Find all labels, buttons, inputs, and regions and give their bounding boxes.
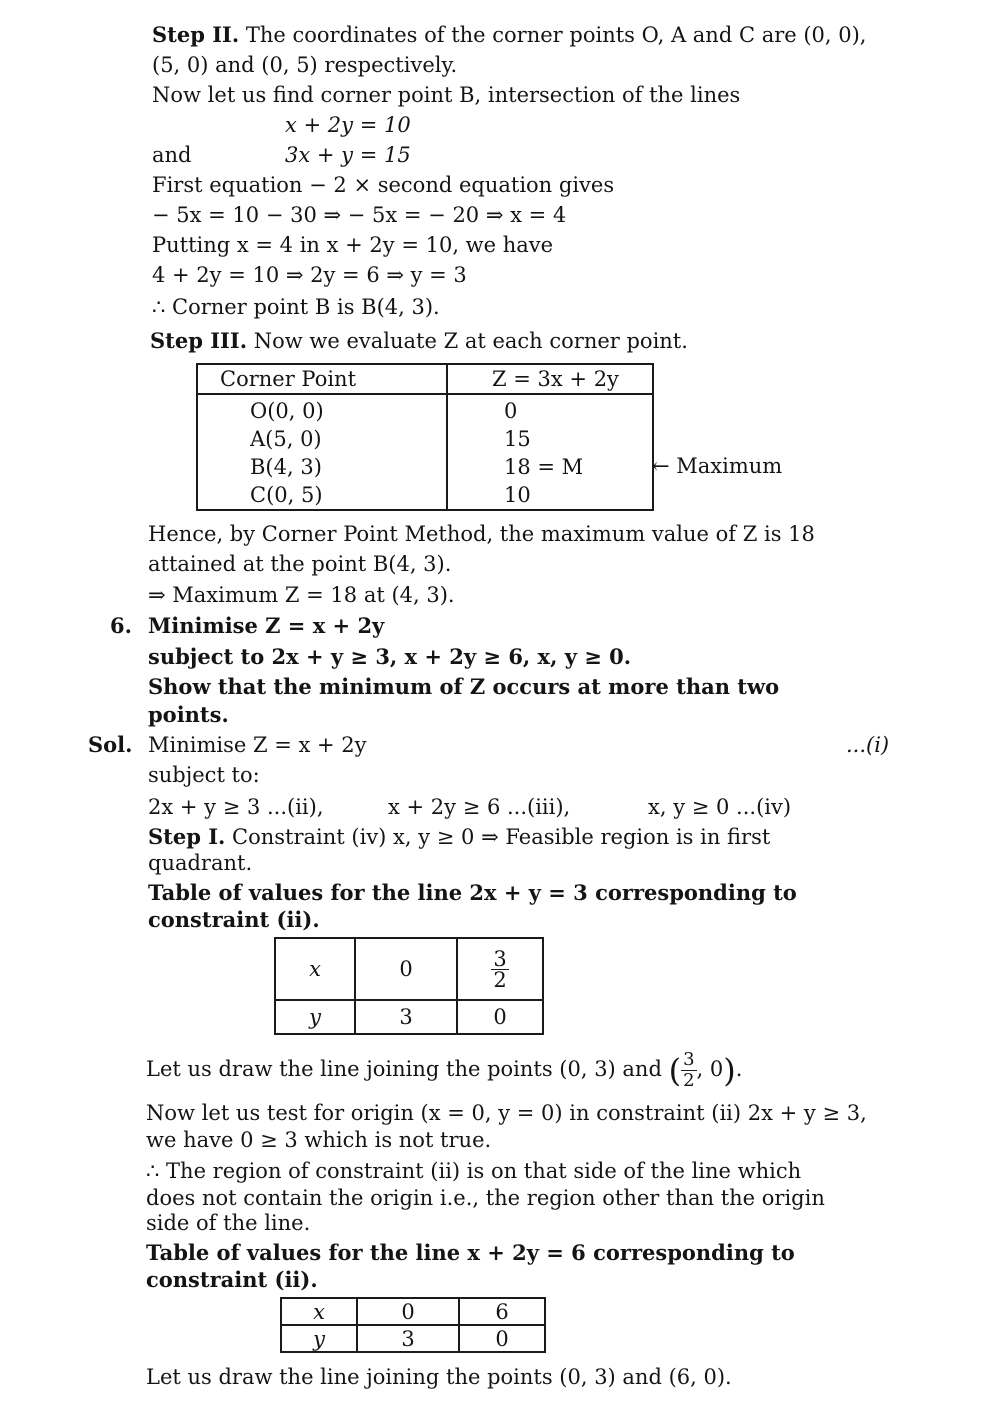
table-cell: 3 — [357, 1325, 459, 1352]
z-values-cell — [447, 394, 653, 510]
step2-line5: − 5x = 10 − 30 ⇒ − 5x = − 20 ⇒ x = 4 — [152, 203, 567, 227]
table-cell: 18 = M — [504, 455, 584, 479]
equation-1: x + 2y = 10 — [285, 113, 411, 137]
table-cell: 0 — [357, 1298, 459, 1325]
question-line1: Minimise Z = x + 2y — [148, 613, 385, 638]
step3-line: Step III. Now we evaluate Z at each corner point. — [150, 328, 688, 353]
and-label: and — [152, 143, 192, 167]
step3-heading: Step III. — [150, 328, 248, 353]
constraint-iv: x, y ≥ 0 ...(iv) — [648, 795, 792, 819]
table-cell: 3 — [355, 1000, 457, 1034]
table-header: Corner Point — [197, 364, 447, 394]
equation-tag-i: ...(i) — [846, 733, 890, 757]
table-body-row — [197, 394, 653, 510]
table2-title-line2: constraint (ii). — [146, 1267, 318, 1292]
conclusion-line1: Hence, by Corner Point Method, the maximum value of Z is 18 — [148, 522, 815, 546]
table-row-x — [275, 938, 543, 1000]
corner-points-cell — [197, 394, 447, 510]
fraction: $\frac{3}{2}$ — [493, 946, 507, 992]
step2-line4: First equation − 2 × second equation gives — [152, 173, 615, 197]
step2-line7: 4 + 2y = 10 ⇒ 2y = 6 ⇒ y = 3 — [152, 263, 467, 287]
solution-line2: subject to: — [148, 763, 260, 787]
table1-title-line1: Table of values for the line 2x + y = 3 corresponding to — [148, 880, 797, 905]
draw-line2-text: Let us draw the line joining the points (0, 3) and (6, 0). — [146, 1365, 732, 1389]
table-cell: y — [281, 1325, 357, 1352]
table-cell: C(0, 5) — [250, 483, 323, 507]
values-table-1 — [274, 937, 544, 1035]
table-cell: 0 — [459, 1325, 545, 1352]
solution-label: Sol. — [88, 732, 133, 757]
draw-line1-text: Let us draw the line joining the points (0, 3) and ( $\frac{3}{2}$ , 0). — [146, 1049, 743, 1091]
table-header: Z = 3x + 2y — [447, 364, 653, 394]
region-line2: does not contain the origin i.e., the region other than the origin — [146, 1186, 825, 1210]
table-header-row — [197, 364, 653, 394]
step1-heading: Step I. — [148, 824, 226, 849]
table-cell: 6 — [459, 1298, 545, 1325]
table-row-x — [281, 1298, 545, 1325]
step2-line1: Step II. The coordinates of the corner points O, A and C are (0, 0), — [152, 22, 867, 47]
question-line3: Show that the minimum of Z occurs at more than two — [148, 674, 780, 699]
step2-line2: (5, 0) and (0, 5) respectively. — [152, 53, 458, 77]
table-cell: 15 — [504, 427, 531, 451]
table-cell: 0 — [457, 1000, 543, 1034]
region-line3: side of the line. — [146, 1211, 311, 1235]
region-line1: ∴ The region of constraint (ii) is on that side of the line which — [146, 1159, 802, 1183]
step2-line3: Now let us find corner point B, intersection of the lines — [152, 83, 741, 107]
step2-line8: ∴ Corner point B is B(4, 3). — [152, 295, 440, 319]
table-cell: x — [275, 938, 355, 1000]
table2-title-line1: Table of values for the line x + 2y = 6 corresponding to — [146, 1240, 795, 1265]
conclusion-line2: attained at the point B(4, 3). — [148, 552, 452, 576]
table-row-y — [281, 1325, 545, 1352]
question-line2: subject to 2x + y ≥ 3, x + 2y ≥ 6, x, y ≥ 0. — [148, 644, 632, 669]
step2-heading: Step II. — [152, 22, 240, 47]
origin-test-line2: we have 0 ≥ 3 which is not true. — [146, 1128, 492, 1152]
question-number: 6. — [110, 613, 132, 638]
step1-line: Step I. Constraint (iv) x, y ≥ 0 ⇒ Feasible region is in first — [148, 824, 771, 849]
table-cell: 0 — [504, 399, 518, 423]
table-cell: A(5, 0) — [250, 427, 322, 451]
table-cell: O(0, 0) — [250, 399, 324, 423]
table-cell: y — [275, 1000, 355, 1034]
corner-point-table — [196, 363, 654, 511]
question-line4: points. — [148, 702, 229, 727]
table-cell: 0 — [355, 938, 457, 1000]
origin-test-line1: Now let us test for origin (x = 0, y = 0) in constraint (ii) 2x + y ≥ 3, — [146, 1101, 867, 1125]
table1-title-line2: constraint (ii). — [148, 907, 320, 932]
conclusion-line3: ⇒ Maximum Z = 18 at (4, 3). — [148, 583, 455, 607]
constraint-ii: 2x + y ≥ 3 ...(ii), — [148, 795, 324, 819]
solution-line1: Minimise Z = x + 2y — [148, 733, 367, 757]
values-table-2 — [280, 1297, 546, 1353]
fraction: $\frac{3}{2}$ — [683, 1049, 695, 1091]
table-row-y — [275, 1000, 543, 1034]
equation-2: 3x + y = 15 — [285, 143, 411, 167]
table-cell: x — [281, 1298, 357, 1325]
step1-line2: quadrant. — [148, 851, 253, 875]
constraint-iii: x + 2y ≥ 6 ...(iii), — [388, 795, 571, 819]
table-cell: 10 — [504, 483, 531, 507]
table-cell — [457, 938, 543, 1000]
maximum-annotation: ← Maximum — [652, 454, 783, 478]
table-cell: B(4, 3) — [250, 455, 322, 479]
step2-line6: Putting x = 4 in x + 2y = 10, we have — [152, 233, 554, 257]
